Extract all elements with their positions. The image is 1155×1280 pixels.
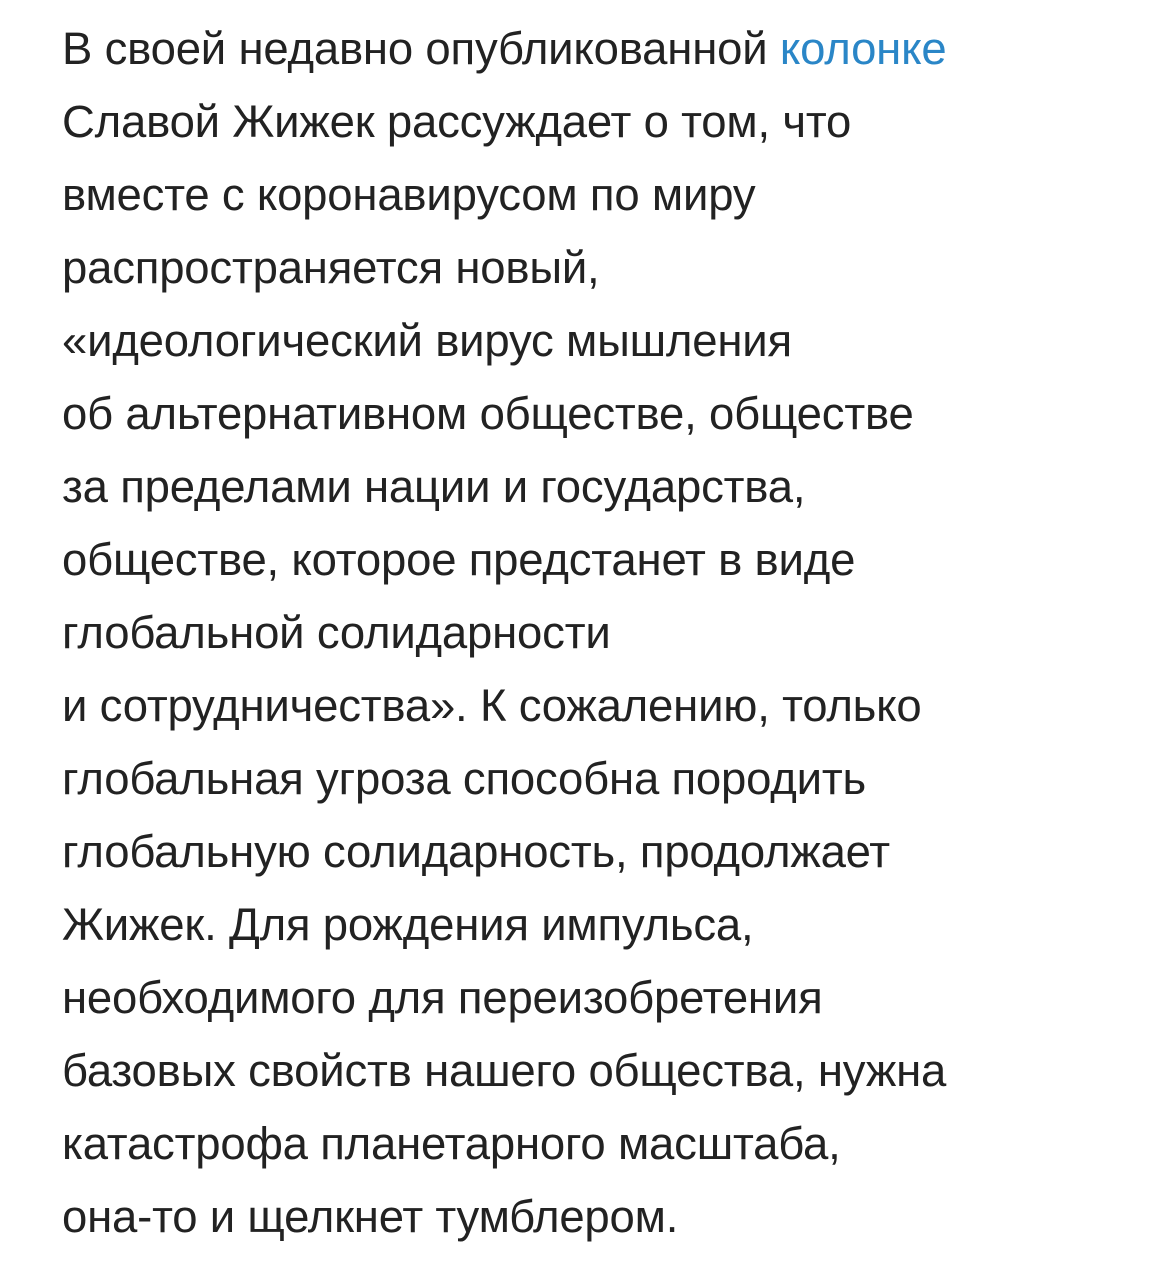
paragraph-line: и сотрудничества». К сожалению, только [62, 680, 922, 731]
paragraph-line: глобальную солидарность, продолжает [62, 826, 890, 877]
paragraph-line: вместе с коронавирусом по миру [62, 169, 756, 220]
paragraph-line: катастрофа планетарного масштаба, [62, 1118, 841, 1169]
column-link[interactable]: колонке [779, 23, 947, 74]
paragraph-line: обществе, которое предстанет в виде [62, 534, 856, 585]
paragraph-line: глобальной солидарности [62, 607, 611, 658]
paragraph-line: необходимого для переизобретения [62, 972, 823, 1023]
paragraph-line: распространяется новый, [62, 242, 600, 293]
paragraph-line: Жижек. Для рождения импульса, [62, 899, 754, 950]
paragraph-line: «идеологический вирус мышления [62, 315, 792, 366]
paragraph-line: Славой Жижек рассуждает о том, что [62, 96, 852, 147]
paragraph-line: глобальная угроза способна породить [62, 753, 866, 804]
paragraph-line: за пределами нации и государства, [62, 461, 806, 512]
paragraph-text: В своей недавно опубликованной [62, 23, 780, 74]
paragraph-line: базовых свойств нашего общества, нужна [62, 1045, 947, 1096]
paragraph-line [62, 12, 946, 85]
paragraph-line: она-то и щелкнет тумблером. [62, 1191, 679, 1242]
paragraph-line: об альтернативном обществе, обществе [62, 388, 914, 439]
